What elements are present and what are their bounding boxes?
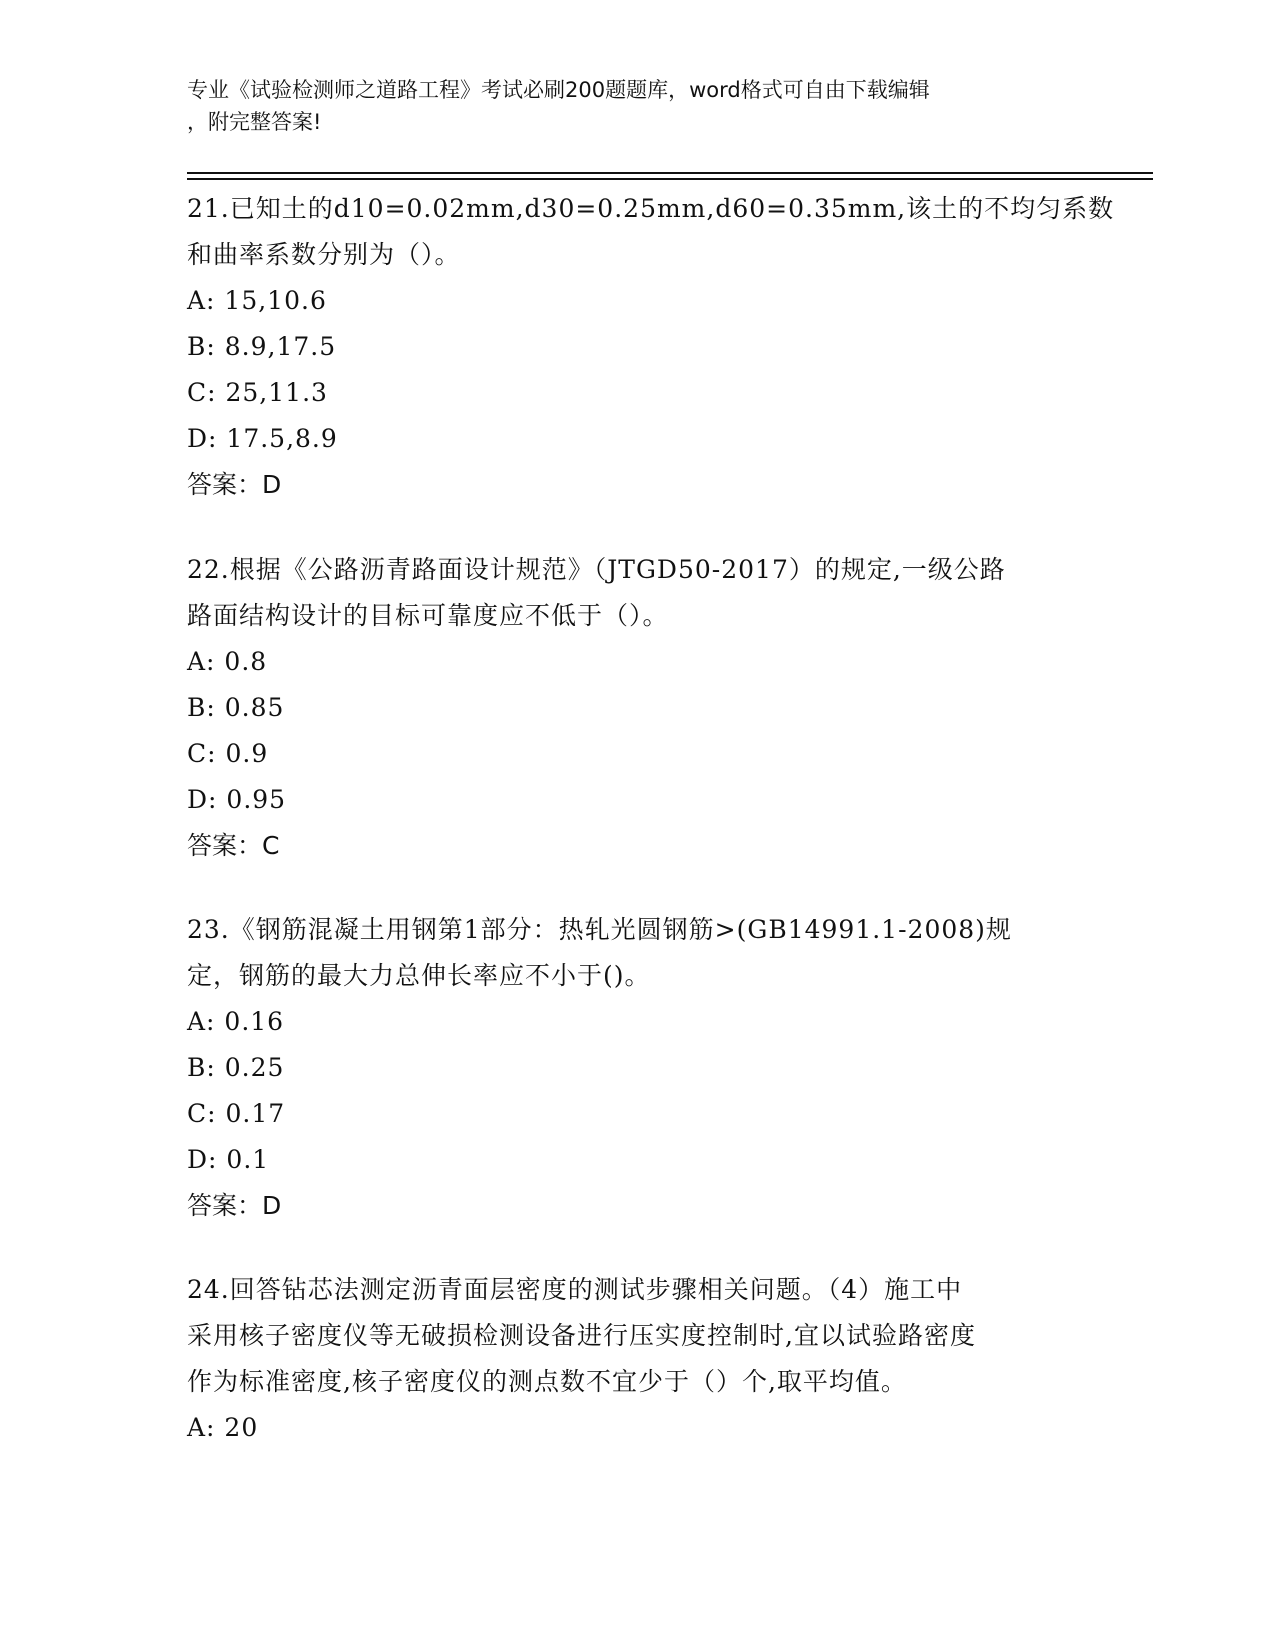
question-line: 21.已知土的d10=0.02mm,d30=0.25mm,d60=0.35mm,该土的不均匀系数 bbox=[187, 194, 1115, 223]
question-line: 24.回答钻芯法测定沥青面层密度的测试步骤相关问题。（4）施工中 bbox=[187, 1275, 963, 1304]
question-line: 作为标准密度,核子密度仪的测点数不宜少于（）个,取平均值。 bbox=[187, 1367, 907, 1396]
option-b: B: 0.25 bbox=[187, 1053, 285, 1082]
question-24 bbox=[187, 1267, 1087, 1451]
question-22 bbox=[187, 547, 1087, 869]
option-d: D: 17.5,8.9 bbox=[187, 424, 338, 453]
option-a: A: 0.16 bbox=[187, 1007, 285, 1036]
option-a: A: 15,10.6 bbox=[187, 286, 327, 315]
header-divider-bottom bbox=[187, 178, 1153, 180]
question-line: 23.《钢筋混凝土用钢第1部分：热轧光圆钢筋>(GB14991.1-2008)规 bbox=[187, 915, 1012, 944]
option-d: D: 0.1 bbox=[187, 1145, 270, 1174]
question-21 bbox=[187, 186, 1115, 508]
question-line: 路面结构设计的目标可靠度应不低于（）。 bbox=[187, 601, 669, 630]
header-line-2: ，附完整答案! bbox=[187, 110, 322, 134]
option-b: B: 0.85 bbox=[187, 693, 285, 722]
question-line: 采用核子密度仪等无破损检测设备进行压实度控制时,宜以试验路密度 bbox=[187, 1321, 976, 1350]
option-c: C: 25,11.3 bbox=[187, 378, 328, 407]
option-c: C: 0.17 bbox=[187, 1099, 286, 1128]
question-23 bbox=[187, 907, 1087, 1229]
option-b: B: 8.9,17.5 bbox=[187, 332, 337, 361]
question-line: 22.根据《公路沥青路面设计规范》（JTGD50-2017）的规定,一级公路 bbox=[187, 555, 1006, 584]
question-text bbox=[187, 547, 1087, 639]
option-c: C: 0.9 bbox=[187, 739, 269, 768]
answer: 答案：D bbox=[187, 470, 282, 499]
question-text bbox=[187, 907, 1087, 999]
header-divider-top bbox=[187, 172, 1153, 174]
answer: 答案：D bbox=[187, 1191, 282, 1220]
option-d: D: 0.95 bbox=[187, 785, 287, 814]
option-a: A: 0.8 bbox=[187, 647, 268, 676]
question-text bbox=[187, 1267, 1087, 1405]
answer: 答案：C bbox=[187, 831, 280, 860]
option-a: A: 20 bbox=[187, 1413, 259, 1442]
document-header bbox=[187, 74, 1087, 138]
question-text bbox=[187, 186, 1115, 278]
question-line: 和曲率系数分别为（）。 bbox=[187, 240, 461, 269]
header-line-1: 专业《试验检测师之道路工程》考试必刷200题题库，word格式可自由下载编辑 bbox=[187, 78, 930, 102]
question-line: 定，钢筋的最大力总伸长率应不小于()。 bbox=[187, 961, 651, 990]
